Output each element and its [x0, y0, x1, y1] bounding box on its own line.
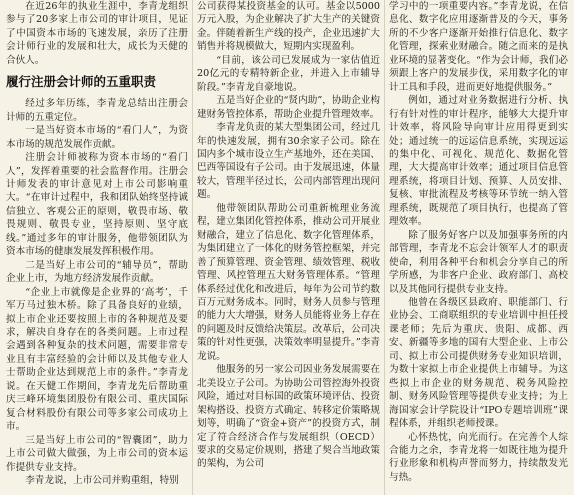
paragraph: 李青龙说，上市公司并购重组，特别: [25, 474, 179, 486]
paragraph: 例如，通过对业务数据进行分析、执行有针对性的审计程序，能够大大提升审计效率，将风险导向审计应用得更到实处；通过统一的远运信息系统，实现远运的集中化、可视化、规范化、数据化管理，大大提高审计效率；通过项目信息管理系统，将项目计划、预算、人员安排、复核、审批流程及考核等环节统一纳入管理系统，既规范了项目执行，也提高了管理效率。: [389, 95, 568, 228]
paragraph: 李青龙负责的某大型集团公司，经过几年的快速发展，拥有30余家子公司。除在国内多个城市设立生产基地外，还在美国、巴西等国设有子公司。由于发展迅速，体量较大，管理半径过长，公司内部管理出现问题。: [197, 122, 380, 201]
paragraph: 二是当好上市公司的“辅导员”，帮助企业上市，为地方经济发展作贡献。: [6, 259, 188, 285]
paragraph: 公司获得某投资基金的认可。基金以5000万元入股，为企业解决了扩大生产的关键资金。伴随着新生产线的投产，企业迅速扩大销售并将规模做大，短期内实现盈利。: [197, 1, 380, 53]
paragraph: 他曾在各级区县政府、职能部门、行业协会、工商联组织的专业培训中担任授课老师；先后为重庆、贵阳、成都、西安、新疆等多地的国有大型企业、上市公司、拟上市公司提供财务专业知识培训，为数十家拟上市企业提供上市辅导。为这些拟上市企业的财务规范、税务风险控制、财务风险管理等提供专业支持；为上海国家会计学院设计“IPO专题培训班”课程体系，并组织老师授课。: [389, 296, 568, 430]
section-heading: 履行注册会计师的五重职责: [6, 74, 157, 90]
paragraph: 除了服务好客户以及加强事务所的内部管理，李青龙不忘会计领军人才的职责使命，利用各种平台和机会分享自己的所学所感，为非客户企业、政府部门、高校以及其他同行提供专业支持。: [389, 229, 568, 295]
paragraph: 心怀热忱，向光而行。在完善个人综合能力之余，李青龙将一如既往地为提升行业形象和机构声誉而努力，持续散发光与热。: [389, 431, 568, 483]
paragraph: 在近26年的执业生涯中，李青龙组织参与了20多家上市公司的审计项目，见证了中国资本市场的飞速发展，亲历了注册会计师行业的发展和壮大，成长为天健的合伙人。: [6, 1, 188, 66]
article-column-1: [2, 0, 192, 495]
paragraph: 五是当好企业的“贤内助”，协助企业构建财务管控体系，帮助企业提升管理效率。: [197, 95, 380, 120]
paragraph: 经过多年历练，李青龙总结出注册会计师的五重定位。: [6, 98, 188, 123]
paragraph: 他带领团队帮助公司重新梳理业务流程，建立集团化管控体系，推动公司开展业财融合，建立了信息化、数字化管理体系，为集团建立了一体化的财务管控框架，并完善了预算管理、资金管理、绩效管理、税收管理、风控管理五大财务管理体系。“管理体系经过优化和改进后，每年为公司节约数百万元财务成本。同时，财务人员参与管理的能力大大增强，财务人员能将业务上存在的问题及时反馈给决策层。改革后，公司决策的针对性更强，决策效率明显提升。”李青龙说。: [197, 202, 380, 362]
paragraph: “企业上市就像是企业界的‘高考’，千军万马过独木桥。除了具备良好的业绩，拟上市企业还要按照上市的各种规范及要求，解决自身存在的各类问题。上市过程会遇到各种复杂的技术问题，需要非常专业且有丰富经验的会计师以及其他专业人士帮助企业达到规范上市的条件。”李青龙说。在天健工作期间，李青龙先后帮助重庆三峰环境集团股份有限公司、重庆国际复合材料股份有限公司等多家公司成功上市。: [6, 286, 188, 433]
paragraph: 学习中的一项重要内容。”李青龙说，在信息化、数字化应用逐渐普及的今天，事务所的不少客户逐渐开始推行信息化、数字化管理，探索业财融合。随之而来的是执业环境的显著变化。“作为会计师，我们必须跟上客户的发展步伐，采用数字化的审计工具和手段，进而更好地提供服务。”: [389, 1, 568, 93]
article-column-3: [384, 0, 572, 495]
paragraph: 注册会计师被称为资本市场的“看门人”，发挥着重要的社会监督作用。注册会计师发表的审计意见对上市公司影响重大。“在审计过程中，我和团队始终坚持诚信独立、客观公正的原则，敬畏市场、敬畏规则、敬畏专业，坚持原则、坚守底线。”通过多年的审计服务，他带领团队为资本市场的健康发展发挥积极作用。: [6, 152, 188, 258]
paragraph: 三是当好上市公司的“智囊团”，助力上市公司做大做强，为上市公司的资本运作提供专业支持。: [6, 434, 188, 473]
paragraph: “目前，该公司已发展成为一家估值近20亿元的专精特新企业，并进入上市辅导阶段。”李青龙自豪地说。: [197, 54, 380, 93]
paragraph: 一是当好资本市场的“看门人”，为资本市场的规范发展作贡献。: [6, 125, 188, 150]
paragraph: 他服务的另一家公司因业务发展需要在北美设立子公司。为协助公司管控海外投资风险，通过对目标国的政策环境评估、投资架构搭设、投资方式确定、转移定价策略规划等，明确了“资金+资产”的投资方式，制定了符合经济合作与发展组织（OECD）要求的交易定价规则，搭建了契合当地政策的架构，为公司: [197, 364, 380, 470]
article-column-2: [192, 0, 384, 495]
